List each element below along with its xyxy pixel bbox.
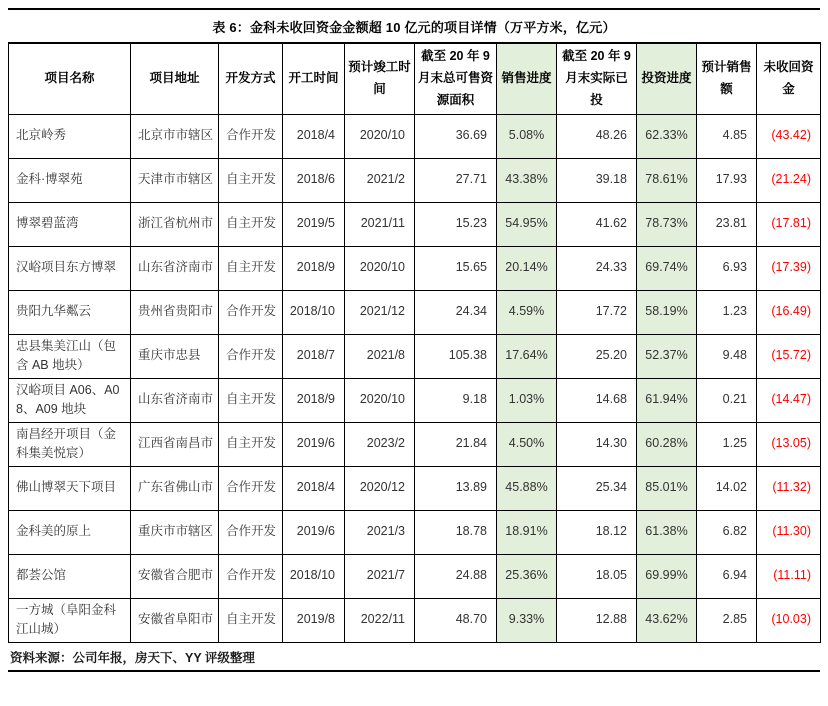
cell-invest-progress: 43.62% xyxy=(637,598,697,642)
cell-saleable-area: 24.34 xyxy=(415,290,497,334)
cell-dev-mode: 自主开发 xyxy=(219,378,283,422)
cell-saleable-area: 36.69 xyxy=(415,114,497,158)
cell-start-date: 2018/9 xyxy=(283,246,345,290)
cell-invested: 18.12 xyxy=(557,510,637,554)
cell-unrecovered-funds: (43.42) xyxy=(757,114,821,158)
cell-address: 江西省南昌市 xyxy=(131,422,219,466)
cell-completion-date: 2021/12 xyxy=(345,290,415,334)
cell-expected-sales: 23.81 xyxy=(697,202,757,246)
cell-sales-progress: 4.59% xyxy=(497,290,557,334)
cell-project-name: 金科美的原上 xyxy=(9,510,131,554)
cell-sales-progress: 20.14% xyxy=(497,246,557,290)
cell-address: 安徽省合肥市 xyxy=(131,554,219,598)
cell-unrecovered-funds: (17.81) xyxy=(757,202,821,246)
cell-dev-mode: 合作开发 xyxy=(219,334,283,378)
cell-invest-progress: 58.19% xyxy=(637,290,697,334)
cell-expected-sales: 0.21 xyxy=(697,378,757,422)
cell-expected-sales: 9.48 xyxy=(697,334,757,378)
cell-start-date: 2018/4 xyxy=(283,466,345,510)
cell-invested: 12.88 xyxy=(557,598,637,642)
table-row xyxy=(9,246,821,290)
cell-invest-progress: 52.37% xyxy=(637,334,697,378)
cell-invest-progress: 60.28% xyxy=(637,422,697,466)
cell-invested: 14.30 xyxy=(557,422,637,466)
cell-start-date: 2019/6 xyxy=(283,422,345,466)
cell-sales-progress: 54.95% xyxy=(497,202,557,246)
cell-sales-progress: 1.03% xyxy=(497,378,557,422)
cell-sales-progress: 45.88% xyxy=(497,466,557,510)
cell-unrecovered-funds: (11.32) xyxy=(757,466,821,510)
cell-project-name: 南昌经开项目（金科集美悦宸） xyxy=(9,422,131,466)
cell-dev-mode: 自主开发 xyxy=(219,202,283,246)
cell-start-date: 2019/5 xyxy=(283,202,345,246)
cell-saleable-area: 15.23 xyxy=(415,202,497,246)
cell-invested: 25.20 xyxy=(557,334,637,378)
header-invest-progress: 投资进度 xyxy=(637,43,697,114)
table-row xyxy=(9,202,821,246)
cell-expected-sales: 1.23 xyxy=(697,290,757,334)
cell-project-name: 佛山博翠天下项目 xyxy=(9,466,131,510)
cell-unrecovered-funds: (11.30) xyxy=(757,510,821,554)
cell-completion-date: 2020/12 xyxy=(345,466,415,510)
cell-unrecovered-funds: (16.49) xyxy=(757,290,821,334)
cell-unrecovered-funds: (21.24) xyxy=(757,158,821,202)
header-expected-sales: 预计销售额 xyxy=(697,43,757,114)
header-unrecovered-funds: 未收回资金 xyxy=(757,43,821,114)
cell-address: 重庆市市辖区 xyxy=(131,510,219,554)
cell-dev-mode: 合作开发 xyxy=(219,510,283,554)
cell-project-name: 北京岭秀 xyxy=(9,114,131,158)
cell-address: 山东省济南市 xyxy=(131,246,219,290)
cell-dev-mode: 自主开发 xyxy=(219,598,283,642)
cell-saleable-area: 15.65 xyxy=(415,246,497,290)
cell-unrecovered-funds: (17.39) xyxy=(757,246,821,290)
cell-invested: 14.68 xyxy=(557,378,637,422)
header-completion-date: 预计竣工时间 xyxy=(345,43,415,114)
cell-address: 重庆市忠县 xyxy=(131,334,219,378)
cell-invested: 17.72 xyxy=(557,290,637,334)
cell-invest-progress: 69.74% xyxy=(637,246,697,290)
header-project-name: 项目名称 xyxy=(9,43,131,114)
cell-expected-sales: 6.94 xyxy=(697,554,757,598)
table-row xyxy=(9,422,821,466)
cell-address: 浙江省杭州市 xyxy=(131,202,219,246)
cell-invested: 18.05 xyxy=(557,554,637,598)
cell-unrecovered-funds: (10.03) xyxy=(757,598,821,642)
cell-address: 山东省济南市 xyxy=(131,378,219,422)
table-row xyxy=(9,114,821,158)
header-start-date: 开工时间 xyxy=(283,43,345,114)
cell-saleable-area: 48.70 xyxy=(415,598,497,642)
cell-expected-sales: 14.02 xyxy=(697,466,757,510)
cell-saleable-area: 24.88 xyxy=(415,554,497,598)
cell-invested: 48.26 xyxy=(557,114,637,158)
cell-project-name: 一方城（阜阳金科江山城） xyxy=(9,598,131,642)
cell-project-name: 忠县集美江山（包含 AB 地块） xyxy=(9,334,131,378)
cell-completion-date: 2021/3 xyxy=(345,510,415,554)
cell-start-date: 2018/4 xyxy=(283,114,345,158)
table-row xyxy=(9,378,821,422)
cell-unrecovered-funds: (13.05) xyxy=(757,422,821,466)
cell-saleable-area: 21.84 xyxy=(415,422,497,466)
cell-saleable-area: 9.18 xyxy=(415,378,497,422)
cell-expected-sales: 2.85 xyxy=(697,598,757,642)
cell-project-name: 博翠碧蓝湾 xyxy=(9,202,131,246)
cell-saleable-area: 13.89 xyxy=(415,466,497,510)
source-note: 资料来源：公司年报，房天下、YY 评级整理 xyxy=(10,650,255,665)
cell-dev-mode: 合作开发 xyxy=(219,114,283,158)
table-row xyxy=(9,598,821,642)
cell-start-date: 2018/9 xyxy=(283,378,345,422)
table-row xyxy=(9,158,821,202)
cell-sales-progress: 43.38% xyxy=(497,158,557,202)
cell-dev-mode: 合作开发 xyxy=(219,554,283,598)
cell-invest-progress: 69.99% xyxy=(637,554,697,598)
cell-expected-sales: 6.93 xyxy=(697,246,757,290)
projects-table xyxy=(8,42,821,643)
cell-unrecovered-funds: (14.47) xyxy=(757,378,821,422)
cell-address: 广东省佛山市 xyxy=(131,466,219,510)
cell-start-date: 2018/6 xyxy=(283,158,345,202)
cell-expected-sales: 4.85 xyxy=(697,114,757,158)
cell-start-date: 2018/7 xyxy=(283,334,345,378)
cell-dev-mode: 自主开发 xyxy=(219,246,283,290)
header-dev-mode: 开发方式 xyxy=(219,43,283,114)
cell-invest-progress: 62.33% xyxy=(637,114,697,158)
cell-project-name: 都荟公馆 xyxy=(9,554,131,598)
bottom-divider xyxy=(8,670,820,672)
table-row xyxy=(9,290,821,334)
cell-invest-progress: 61.94% xyxy=(637,378,697,422)
cell-sales-progress: 5.08% xyxy=(497,114,557,158)
header-row xyxy=(9,43,821,114)
cell-start-date: 2018/10 xyxy=(283,290,345,334)
cell-completion-date: 2020/10 xyxy=(345,378,415,422)
cell-sales-progress: 9.33% xyxy=(497,598,557,642)
cell-start-date: 2019/6 xyxy=(283,510,345,554)
cell-address: 天津市市辖区 xyxy=(131,158,219,202)
table-body xyxy=(9,114,821,642)
cell-completion-date: 2023/2 xyxy=(345,422,415,466)
cell-dev-mode: 合作开发 xyxy=(219,466,283,510)
cell-completion-date: 2021/11 xyxy=(345,202,415,246)
cell-completion-date: 2022/11 xyxy=(345,598,415,642)
cell-project-name: 金科·博翠苑 xyxy=(9,158,131,202)
cell-completion-date: 2021/8 xyxy=(345,334,415,378)
cell-invested: 25.34 xyxy=(557,466,637,510)
cell-address: 安徽省阜阳市 xyxy=(131,598,219,642)
cell-invest-progress: 85.01% xyxy=(637,466,697,510)
cell-saleable-area: 18.78 xyxy=(415,510,497,554)
cell-invested: 24.33 xyxy=(557,246,637,290)
cell-expected-sales: 17.93 xyxy=(697,158,757,202)
table-row xyxy=(9,510,821,554)
cell-address: 贵州省贵阳市 xyxy=(131,290,219,334)
cell-invest-progress: 78.61% xyxy=(637,158,697,202)
cell-saleable-area: 27.71 xyxy=(415,158,497,202)
cell-sales-progress: 25.36% xyxy=(497,554,557,598)
cell-completion-date: 2021/2 xyxy=(345,158,415,202)
cell-invest-progress: 61.38% xyxy=(637,510,697,554)
table-title: 表 6：金科未收回资金金额超 10 亿元的项目详情（万平方米，亿元） xyxy=(212,20,616,35)
header-address: 项目地址 xyxy=(131,43,219,114)
cell-saleable-area: 105.38 xyxy=(415,334,497,378)
header-sales-progress: 销售进度 xyxy=(497,43,557,114)
table-row xyxy=(9,334,821,378)
table-header xyxy=(9,43,821,114)
cell-expected-sales: 1.25 xyxy=(697,422,757,466)
cell-sales-progress: 17.64% xyxy=(497,334,557,378)
cell-invested: 41.62 xyxy=(557,202,637,246)
cell-invested: 39.18 xyxy=(557,158,637,202)
cell-expected-sales: 6.82 xyxy=(697,510,757,554)
cell-start-date: 2018/10 xyxy=(283,554,345,598)
table-row xyxy=(9,554,821,598)
cell-invest-progress: 78.73% xyxy=(637,202,697,246)
cell-dev-mode: 合作开发 xyxy=(219,290,283,334)
cell-address: 北京市市辖区 xyxy=(131,114,219,158)
cell-unrecovered-funds: (11.11) xyxy=(757,554,821,598)
cell-completion-date: 2020/10 xyxy=(345,114,415,158)
cell-unrecovered-funds: (15.72) xyxy=(757,334,821,378)
cell-start-date: 2019/8 xyxy=(283,598,345,642)
cell-dev-mode: 自主开发 xyxy=(219,158,283,202)
cell-completion-date: 2020/10 xyxy=(345,246,415,290)
cell-project-name: 汉峪项目东方博翠 xyxy=(9,246,131,290)
header-invested: 截至 20 年 9 月末实际已投 xyxy=(557,43,637,114)
cell-dev-mode: 自主开发 xyxy=(219,422,283,466)
cell-sales-progress: 18.91% xyxy=(497,510,557,554)
cell-project-name: 汉峪项目 A06、A08、A09 地块 xyxy=(9,378,131,422)
table-row xyxy=(9,466,821,510)
cell-completion-date: 2021/7 xyxy=(345,554,415,598)
cell-sales-progress: 4.50% xyxy=(497,422,557,466)
cell-project-name: 贵阳九华粼云 xyxy=(9,290,131,334)
header-saleable-area: 截至 20 年 9 月末总可售资源面积 xyxy=(415,43,497,114)
